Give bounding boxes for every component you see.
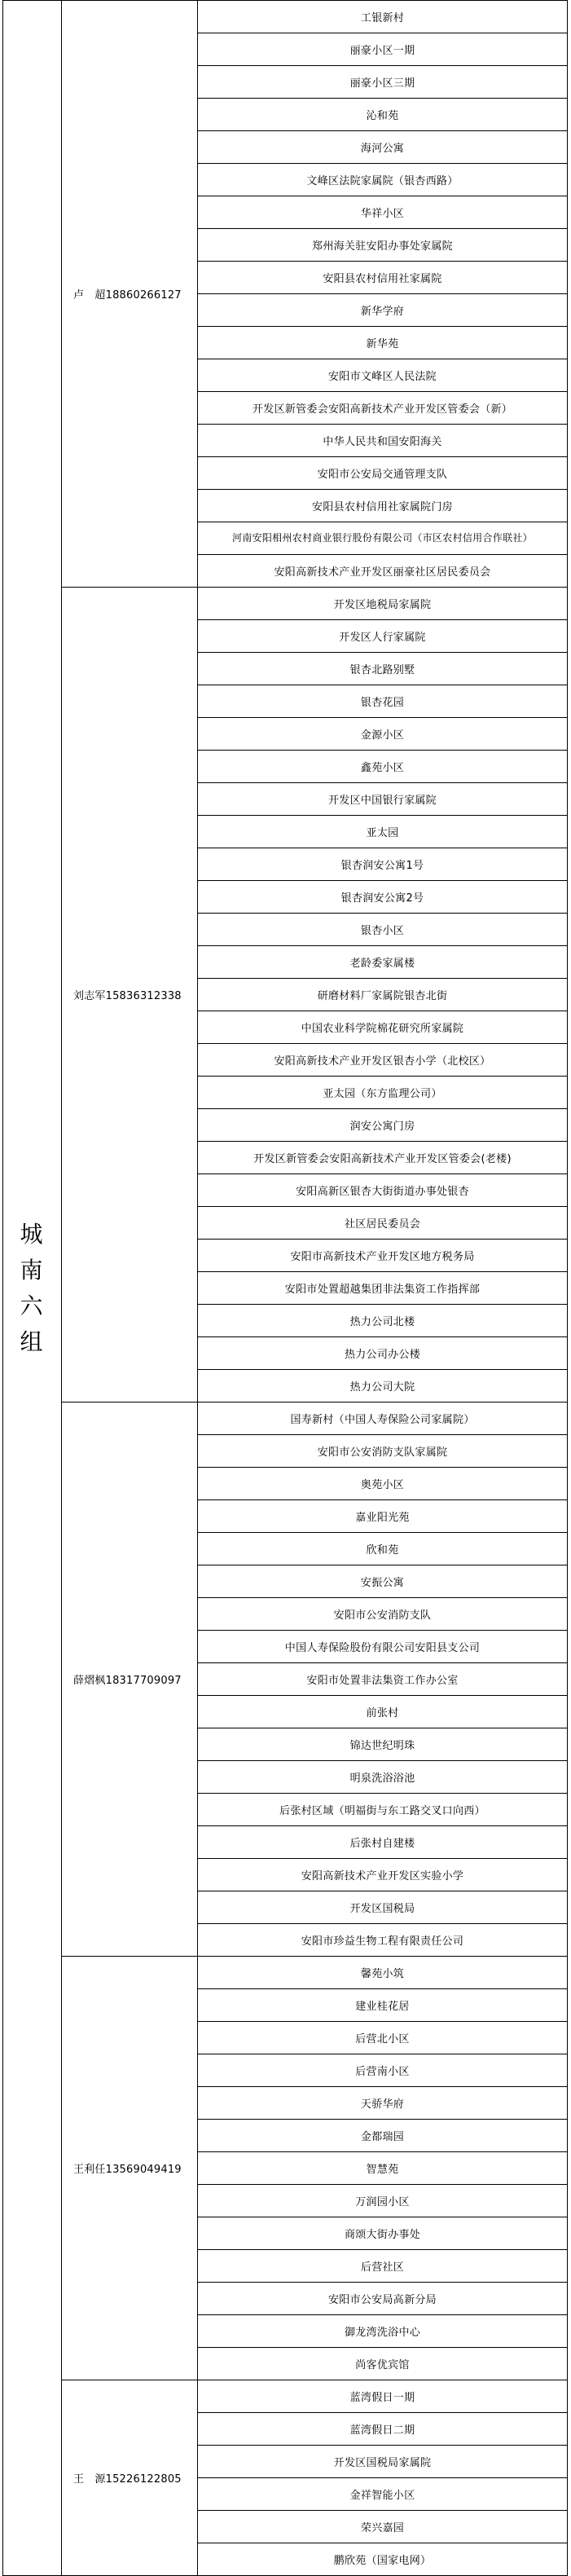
location-cell: 安阳市处置非法集资工作办公室: [198, 1663, 568, 1696]
table-row: [3, 1, 568, 33]
location-cell: 工银新村: [198, 1, 568, 33]
location-cell: 荣兴嘉园: [198, 2511, 568, 2543]
location-cell: 鹏欣苑（国家电网）: [198, 2543, 568, 2576]
group-name-cell: [3, 1, 62, 2576]
location-cell: 海河公寓: [198, 131, 568, 164]
person-cell: [62, 1, 198, 588]
location-cell: 开发区新管委会安阳高新技术产业开发区管委会(老楼): [198, 1142, 568, 1174]
location-cell: 老龄委家属楼: [198, 946, 568, 979]
person-name-phone: 薛熠枫18317709097: [73, 1675, 182, 1687]
location-cell: 润安公寓门房: [198, 1109, 568, 1142]
table-row: [3, 2380, 568, 2413]
location-cell: 安阳市公安消防支队家属院: [198, 1435, 568, 1468]
location-cell: 郑州海关驻安阳办事处家属院: [198, 229, 568, 262]
location-cell: 智慧苑: [198, 2152, 568, 2185]
location-cell: 安阳市公安消防支队: [198, 1598, 568, 1631]
location-cell: 安阳市公安局交通管理支队: [198, 457, 568, 490]
location-cell: 开发区新管委会安阳高新技术产业开发区管委会（新）: [198, 392, 568, 425]
location-cell: 开发区中国银行家属院: [198, 783, 568, 816]
location-cell: 天骄华府: [198, 2087, 568, 2120]
location-cell: 安阳县农村信用社家属院门房: [198, 490, 568, 522]
location-cell: 后营南小区: [198, 2054, 568, 2087]
location-cell: 馨苑小筑: [198, 1957, 568, 1989]
location-cell: 安阳市珍益生物工程有限责任公司: [198, 1924, 568, 1957]
location-cell: 前张村: [198, 1696, 568, 1728]
location-cell: 鑫苑小区: [198, 751, 568, 783]
location-cell: 银杏润安公寓1号: [198, 848, 568, 881]
location-cell: 中国农业科学院棉花研究所家属院: [198, 1011, 568, 1044]
person-name-phone: 刘志军15836312338: [73, 990, 182, 1002]
location-cell: 万润园小区: [198, 2185, 568, 2217]
location-cell: 社区居民委员会: [198, 1207, 568, 1240]
location-cell: 尚客优宾馆: [198, 2348, 568, 2380]
location-cell: 文峰区法院家属院（银杏西路）: [198, 164, 568, 196]
location-cell: 中华人民共和国安阳海关: [198, 425, 568, 457]
location-cell: 金源小区: [198, 718, 568, 751]
location-cell: 开发区地税局家属院: [198, 588, 568, 620]
location-cell: 后张村自建楼: [198, 1826, 568, 1859]
location-cell: 沁和苑: [198, 99, 568, 131]
table-row: [3, 588, 568, 620]
assignment-table-body: [3, 1, 568, 2576]
location-cell: 安阳高新区银杏大街街道办事处银杏: [198, 1174, 568, 1207]
location-cell: 新华苑: [198, 327, 568, 359]
location-cell: 后张村区域（明福街与东工路交叉口向西）: [198, 1794, 568, 1826]
location-cell: 蓝湾假日一期: [198, 2380, 568, 2413]
table-row: [3, 1402, 568, 1435]
assignment-table: [2, 0, 568, 2576]
location-cell: 后营北小区: [198, 2022, 568, 2054]
location-cell: 开发区国税局家属院: [198, 2446, 568, 2478]
location-cell: 蓝湾假日二期: [198, 2413, 568, 2446]
location-cell: 金祥智能小区: [198, 2478, 568, 2511]
location-cell: 亚太园: [198, 816, 568, 848]
location-cell: 丽豪小区三期: [198, 66, 568, 99]
location-cell: 金都瑞园: [198, 2120, 568, 2152]
person-name-phone: 王 源15226122805: [73, 2473, 182, 2486]
location-cell: 安阳高新技术产业开发区银杏小学（北校区）: [198, 1044, 568, 1077]
location-cell: 建业桂花居: [198, 1989, 568, 2022]
location-cell: 安阳高新技术产业开发区丽豪社区居民委员会: [198, 555, 568, 588]
table-row: [3, 1957, 568, 1989]
location-cell: 国寿新村（中国人寿保险公司家属院）: [198, 1402, 568, 1435]
location-cell: 热力公司北楼: [198, 1305, 568, 1337]
location-cell: 研磨材料厂家属院银杏北街: [198, 979, 568, 1011]
location-cell: 后营社区: [198, 2250, 568, 2283]
location-cell: 安阳市文峰区人民法院: [198, 359, 568, 392]
location-cell: 河南安阳相州农村商业银行股份有限公司（市区农村信用合作联社）: [198, 522, 568, 555]
location-cell: 银杏小区: [198, 914, 568, 946]
location-cell: 锦达世纪明珠: [198, 1728, 568, 1761]
location-cell: 安阳市高新技术产业开发区地方税务局: [198, 1240, 568, 1272]
person-cell: [62, 588, 198, 1402]
location-cell: 丽豪小区一期: [198, 33, 568, 66]
location-cell: 欣和苑: [198, 1533, 568, 1565]
location-cell: 热力公司大院: [198, 1370, 568, 1402]
location-cell: 银杏花园: [198, 685, 568, 718]
location-cell: 开发区人行家属院: [198, 620, 568, 653]
location-cell: 安阳高新技术产业开发区实验小学: [198, 1859, 568, 1891]
location-cell: 明泉洗浴浴池: [198, 1761, 568, 1794]
person-name-phone: 卢 超18860266127: [73, 289, 182, 302]
location-cell: 奥苑小区: [198, 1468, 568, 1500]
location-cell: 银杏润安公寓2号: [198, 881, 568, 914]
location-cell: 华祥小区: [198, 196, 568, 229]
location-cell: 安振公寓: [198, 1565, 568, 1598]
location-cell: 亚太园（东方监理公司）: [198, 1077, 568, 1109]
location-cell: 银杏北路别墅: [198, 653, 568, 685]
location-cell: 安阳市处置超越集团非法集资工作指挥部: [198, 1272, 568, 1305]
person-cell: [62, 1402, 198, 1957]
person-cell: [62, 2380, 198, 2576]
location-cell: 嘉业阳光苑: [198, 1500, 568, 1533]
location-cell: 热力公司办公楼: [198, 1337, 568, 1370]
person-cell: [62, 1957, 198, 2380]
location-cell: 安阳县农村信用社家属院: [198, 262, 568, 294]
location-cell: 中国人寿保险股份有限公司安阳县支公司: [198, 1631, 568, 1663]
group-name: 城南六组: [20, 1220, 45, 1355]
location-cell: 开发区国税局: [198, 1891, 568, 1924]
location-cell: 新华学府: [198, 294, 568, 327]
location-cell: 商颂大街办事处: [198, 2217, 568, 2250]
location-cell: 御龙湾洗浴中心: [198, 2315, 568, 2348]
location-cell: 安阳市公安局高新分局: [198, 2283, 568, 2315]
person-name-phone: 王利任13569049419: [73, 2164, 182, 2176]
